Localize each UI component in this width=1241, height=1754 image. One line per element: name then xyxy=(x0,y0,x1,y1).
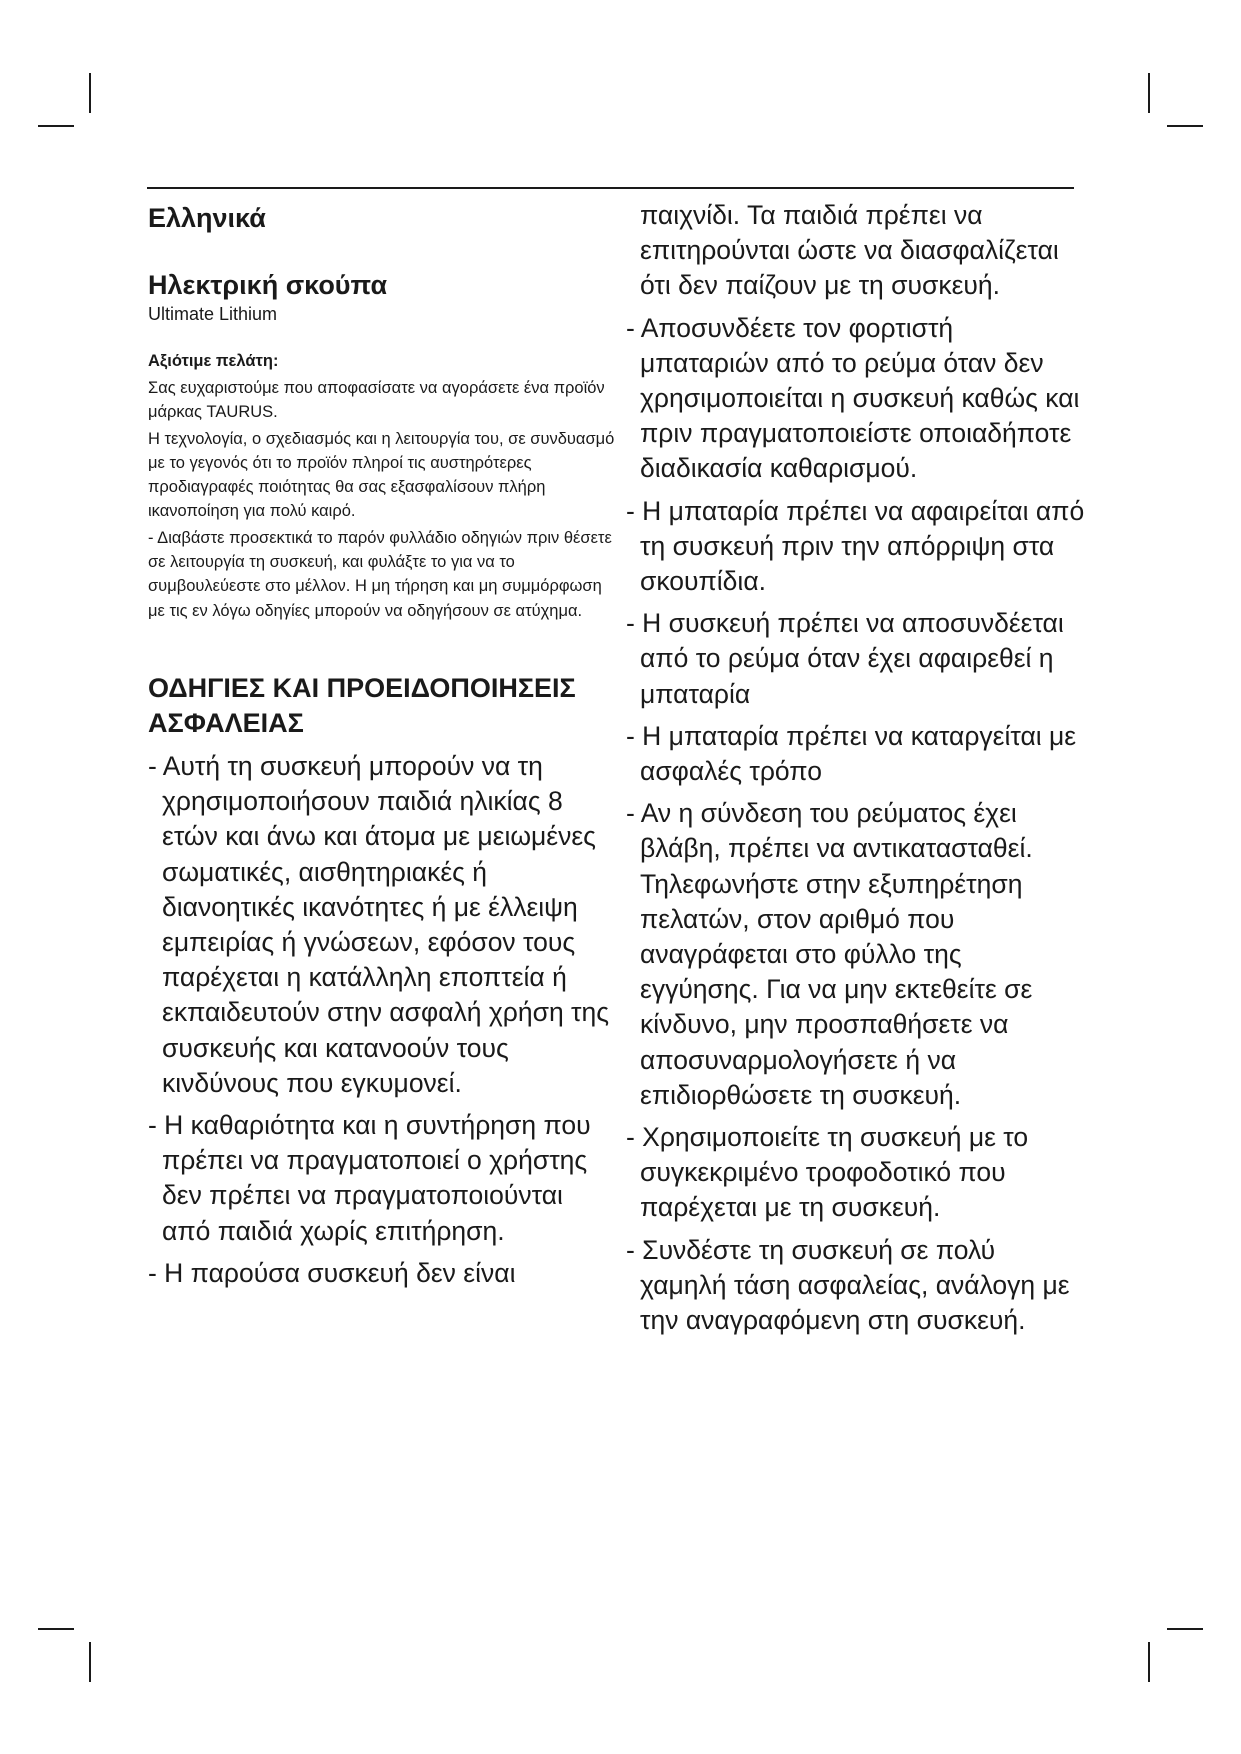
safety-item: - Η μπαταρία πρέπει να καταργείται με ασφαλές τρόπο xyxy=(626,720,1077,787)
safety-item: - Η παρούσα συσκευή δεν είναι xyxy=(148,1257,516,1288)
safety-heading: ΟΔΗΓΙΕΣ ΚΑΙ ΠΡΟΕΙΔΟΠΟΙΗΣΕΙΣ ΑΣΦΑΛΕΙΑΣ xyxy=(148,672,576,738)
safety-item: - Χρησιμοποιείτε τη συσκευή με το συγκεκριμένο τροφοδοτικό που παρέχεται με τη συσκευή. xyxy=(626,1122,1029,1223)
crop-mark-top-left-horizontal xyxy=(38,125,74,127)
safety-item: - Συνδέστε τη συσκευή σε πολύ χαμηλή τάση ασφαλείας, ανάλογη με την αναγραφόμενη στη συσκευή. xyxy=(626,1234,1070,1336)
header-rule xyxy=(147,187,1074,189)
safety-item: - Αν η σύνδεση του ρεύματος έχει βλάβη, πρέπει να αντικατασταθεί. Τηλεφωνήστε στην εξυπηρέτηση πελατών, στον αριθμό που αναγράφεται στο φύλλο της εγγύησης. Για να μην εκτεθείτε σε κίνδυνο, μην προσπαθήσετε να αποσυναρμολογήσετε ή να επιδιορθώσετε τη συσκευή. xyxy=(626,798,1033,1110)
safety-item: - Αποσυνδέετε τον φορτιστή μπαταριών από το ρεύμα όταν δεν χρησιμοποιείται η συσκευή καθώς και πριν πραγματοποιείστε οποιαδήποτε διαδικασία καθαρισμού. xyxy=(626,312,1080,484)
product-title: Ηλεκτρική σκούπα xyxy=(148,270,388,300)
crop-mark-top-right-vertical xyxy=(1148,73,1150,113)
product-model: Ultimate Lithium xyxy=(148,304,278,324)
safety-item: - Η καθαριότητα και η συντήρηση που πρέπει να πραγματοποιεί ο χρήστης δεν πρέπει να πραγματοποιούνται από παιδιά χωρίς επιτήρηση. xyxy=(148,1110,591,1246)
intro-paragraph: Η τεχνολογία, ο σχεδιασμός και η λειτουργία του, σε συνδυασμό με το γεγονός ότι το προϊόν πληροί τις αυστηρότερες προδιαγραφές ποιότητας θα σας εξασφαλίσουν πλήρη ικανοποίηση για πολύ καιρό. xyxy=(148,429,615,521)
crop-mark-bottom-right-horizontal xyxy=(1167,1628,1203,1630)
language-heading: Ελληνικά xyxy=(148,203,266,233)
crop-mark-bottom-left-horizontal xyxy=(38,1628,74,1630)
intro-paragraph: Σας ευχαριστούμε που αποφασίσατε να αγοράσετε ένα προϊόν μάρκας TAURUS. xyxy=(148,379,605,422)
crop-mark-top-right-horizontal xyxy=(1167,125,1203,127)
instructions-notice: - Διαβάστε προσεκτικά το παρόν φυλλάδιο οδηγιών πριν θέσετε σε λειτουργία τη συσκευή, και φυλάξτε το για να το συμβουλεύεστε στο μέλλον. Η μη τήρηση και μη συμμόρφωση με τις εν λόγω οδηγίες μπορούν να οδηγήσουν σε ατύχημα. xyxy=(148,528,612,620)
greeting: Αξιότιμε πελάτη: xyxy=(148,352,279,370)
safety-item: - Η μπαταρία πρέπει να αφαιρείται από τη συσκευή πριν την απόρριψη στα σκουπίδια. xyxy=(626,495,1085,597)
safety-item-continuation: παιχνίδι. Τα παιδιά πρέπει να επιτηρούνται ώστε να διασφαλίζεται ότι δεν παίζουν με τη συσκευή. xyxy=(640,200,1059,301)
right-column xyxy=(626,198,1086,1345)
crop-mark-bottom-left-vertical xyxy=(89,1642,91,1682)
safety-item: - Η συσκευή πρέπει να αποσυνδέεται από το ρεύμα όταν έχει αφαιρεθεί η μπαταρία xyxy=(626,608,1064,709)
crop-mark-top-left-vertical xyxy=(89,73,91,113)
left-column xyxy=(148,198,618,1298)
safety-item: - Αυτή τη συσκευή μπορούν να τη χρησιμοποιήσουν παιδιά ηλικίας 8 ετών και άνω και άτομα με μειωμένες σωματικές, αισθητηριακές ή διανοητικές ικανότητες ή με έλλειψη εμπειρίας ή γνώσεων, εφόσον τους παρέχεται η κατάλληλη εποπτεία ή εκπαιδευτούν στην ασφαλή χρήση της συσκευής και κατανοούν τους κινδύνους που εγκυμονεί. xyxy=(148,750,610,1098)
crop-mark-bottom-right-vertical xyxy=(1148,1642,1150,1682)
